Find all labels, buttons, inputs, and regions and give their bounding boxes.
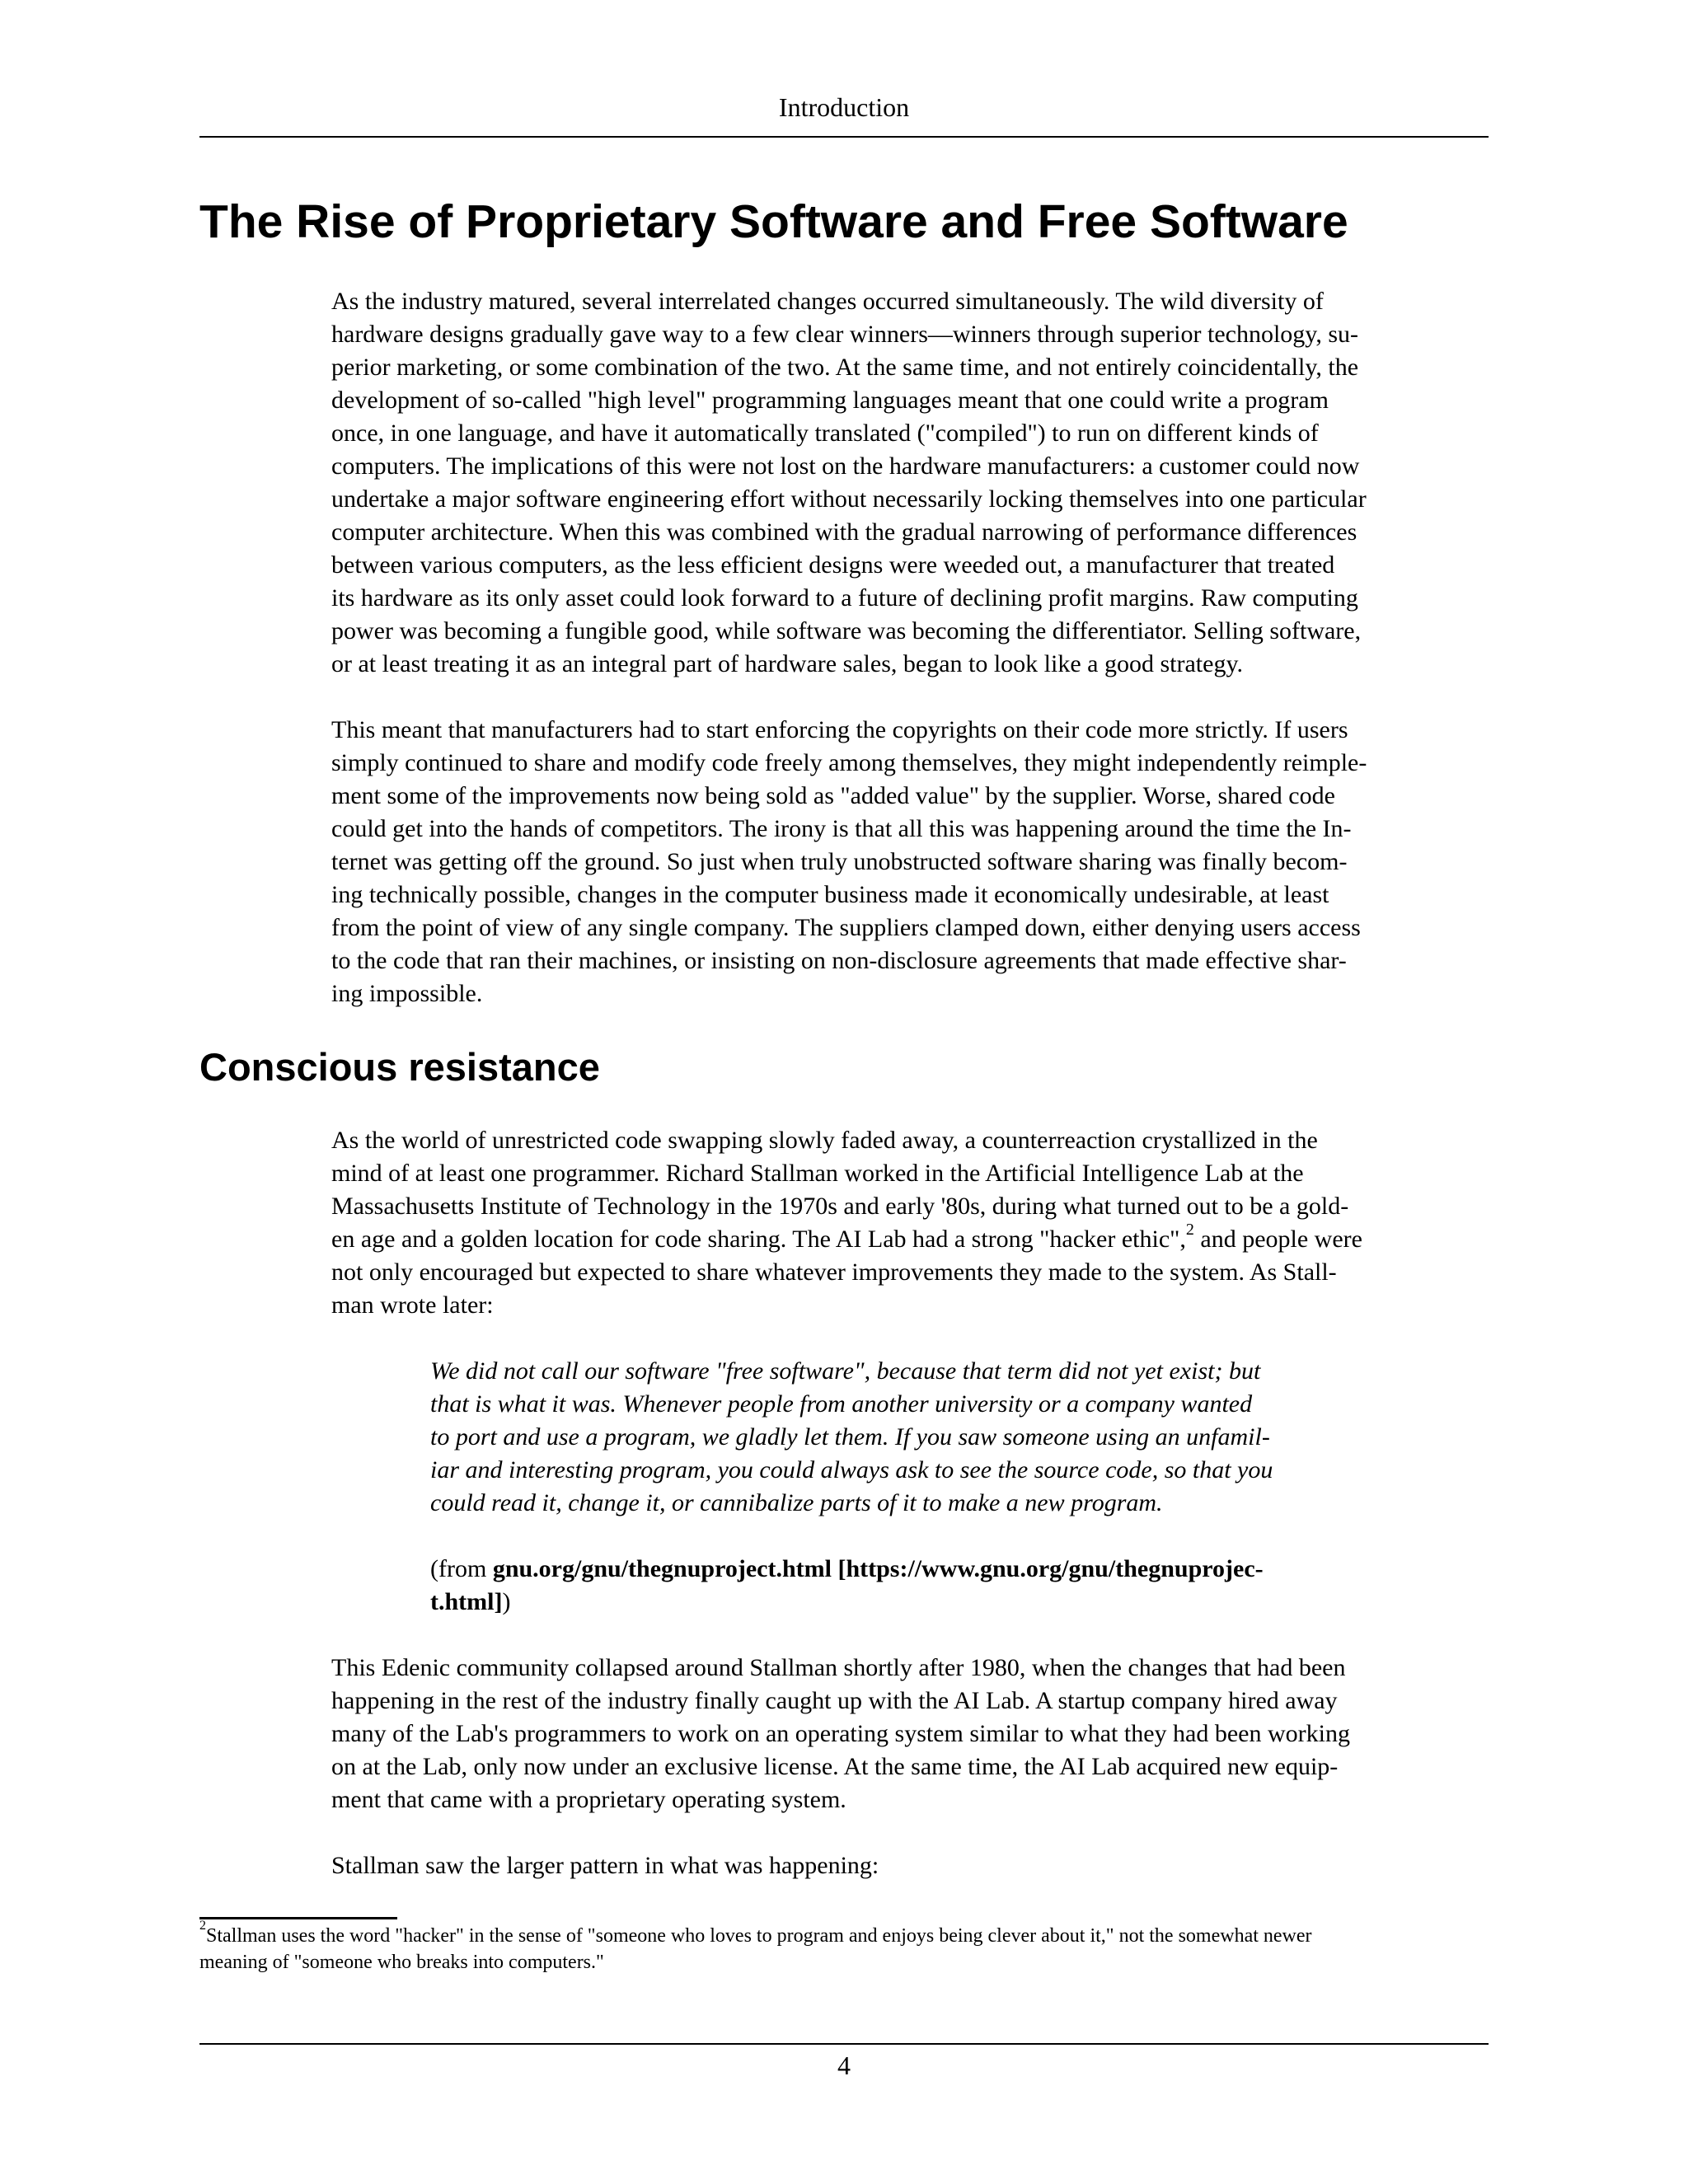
footnote-ref[interactable]: 2 <box>1185 1221 1194 1239</box>
block-quote: We did not call our software "free software", because that term did not yet exist; but that is what it was. Whenever people from another university or a company wanted to port and use a program, we gladly let them. If you saw someone using an unfamil- iar and interesting program, you could always ask to see the source code, so that you could read it, change it, or cannibalize parts of it to make a new program. <box>430 1357 1273 1516</box>
running-header: Introduction <box>778 92 910 122</box>
footnote-rule <box>199 1917 397 1919</box>
paragraph: As the industry matured, several interrelated changes occurred simultaneously. The wild diversity of hardware designs gradually gave way to a few clear winners—winners through superior technology, su- perior marketing, or some combination of the two. At the same time, and not entirely coincidentally, the development of so-called "high level" programming languages meant that one could write a program once, in one language, and have it automatically translated ("compiled") to run on different kinds of computers. The implications of this were not lost on the hardware manufacturers: a customer could now undertake a major software engineering effort without necessarily locking themselves into one particular computer architecture. When this was combined with the gradual narrowing of performance differences between various computers, as the less efficient designs were weeded out, a manufacturer that treated its hardware as its only asset could look forward to a future of declining profit margins. Raw computing power was becoming a fungible good, while software was becoming the differentiator. Selling software, or at least treating it as an integral part of hardware sales, began to look like a good strategy. <box>331 288 1367 677</box>
paragraph <box>331 1124 1502 1322</box>
source-suffix: ) <box>502 1588 511 1615</box>
source-prefix: (from <box>430 1555 493 1582</box>
paragraph: Stallman saw the larger pattern in what was happening: <box>331 1852 879 1879</box>
quote-source <box>430 1553 1469 1619</box>
paragraph-text: and people were not only encouraged but expected to share whatever improvements they made to the system. As Stall- man wrote later: <box>331 1226 1362 1319</box>
footnote-text: Stallman uses the word "hacker" in the sense of "someone who loves to program and enjoys being clever about it," not the somewhat newer meaning of "someone who breaks into computers." <box>199 1925 1312 1973</box>
section-title: The Rise of Proprietary Software and Free Software <box>199 195 1348 248</box>
source-link[interactable]: gnu.org/gnu/thegnuproject.html [https://www.gnu.org/gnu/thegnuprojec- t.html] <box>430 1555 1264 1615</box>
paragraph: This Edenic community collapsed around Stallman shortly after 1980, when the changes that had been happening in the rest of the industry finally caught up with the AI Lab. A startup company hired away many of the Lab's programmers to work on an operating system similar to what they had been working on at the Lab, only now under an exclusive license. At the same time, the AI Lab acquired new equip- ment that came with a proprietary operating system. <box>331 1654 1350 1813</box>
paragraph: This meant that manufacturers had to start enforcing the copyrights on their code more strictly. If users simply continued to share and modify code freely among themselves, they might independently reimple- ment some of the improvements now being sold as "added value" by the supplier. Worse, shared code could get into the hands of competitors. The irony is that all this was happening around the time the In- ternet was getting off the ground. So just when truly unobstructed software sharing was finally becom- ing technically possible, changes in the computer business made it economically undesirable, at least from the point of view of any single company. The suppliers clamped down, either denying users access to the code that ran their machines, or insisting on non-disclosure agreements that made effective shar- ing impossible. <box>331 716 1367 1007</box>
footnote-number: 2 <box>199 1919 206 1933</box>
paragraph-text: As the world of unrestricted code swapping slowly faded away, a counterreaction crystallized in the mind of at least one programmer. Richard Stallman worked in the Artificial Intelligence Lab at the Massachusetts Institute of Technology in the 1970s and early '80s, during what turned out to be a gold- en age and a golden location for code sharing. The AI Lab had a strong "hacker ethic", <box>331 1127 1349 1253</box>
header-rule <box>199 136 1489 138</box>
footer-rule <box>199 2043 1489 2045</box>
subsection-title: Conscious resistance <box>199 1045 600 1089</box>
page-number: 4 <box>837 2050 851 2080</box>
footnote <box>199 1919 1502 1975</box>
